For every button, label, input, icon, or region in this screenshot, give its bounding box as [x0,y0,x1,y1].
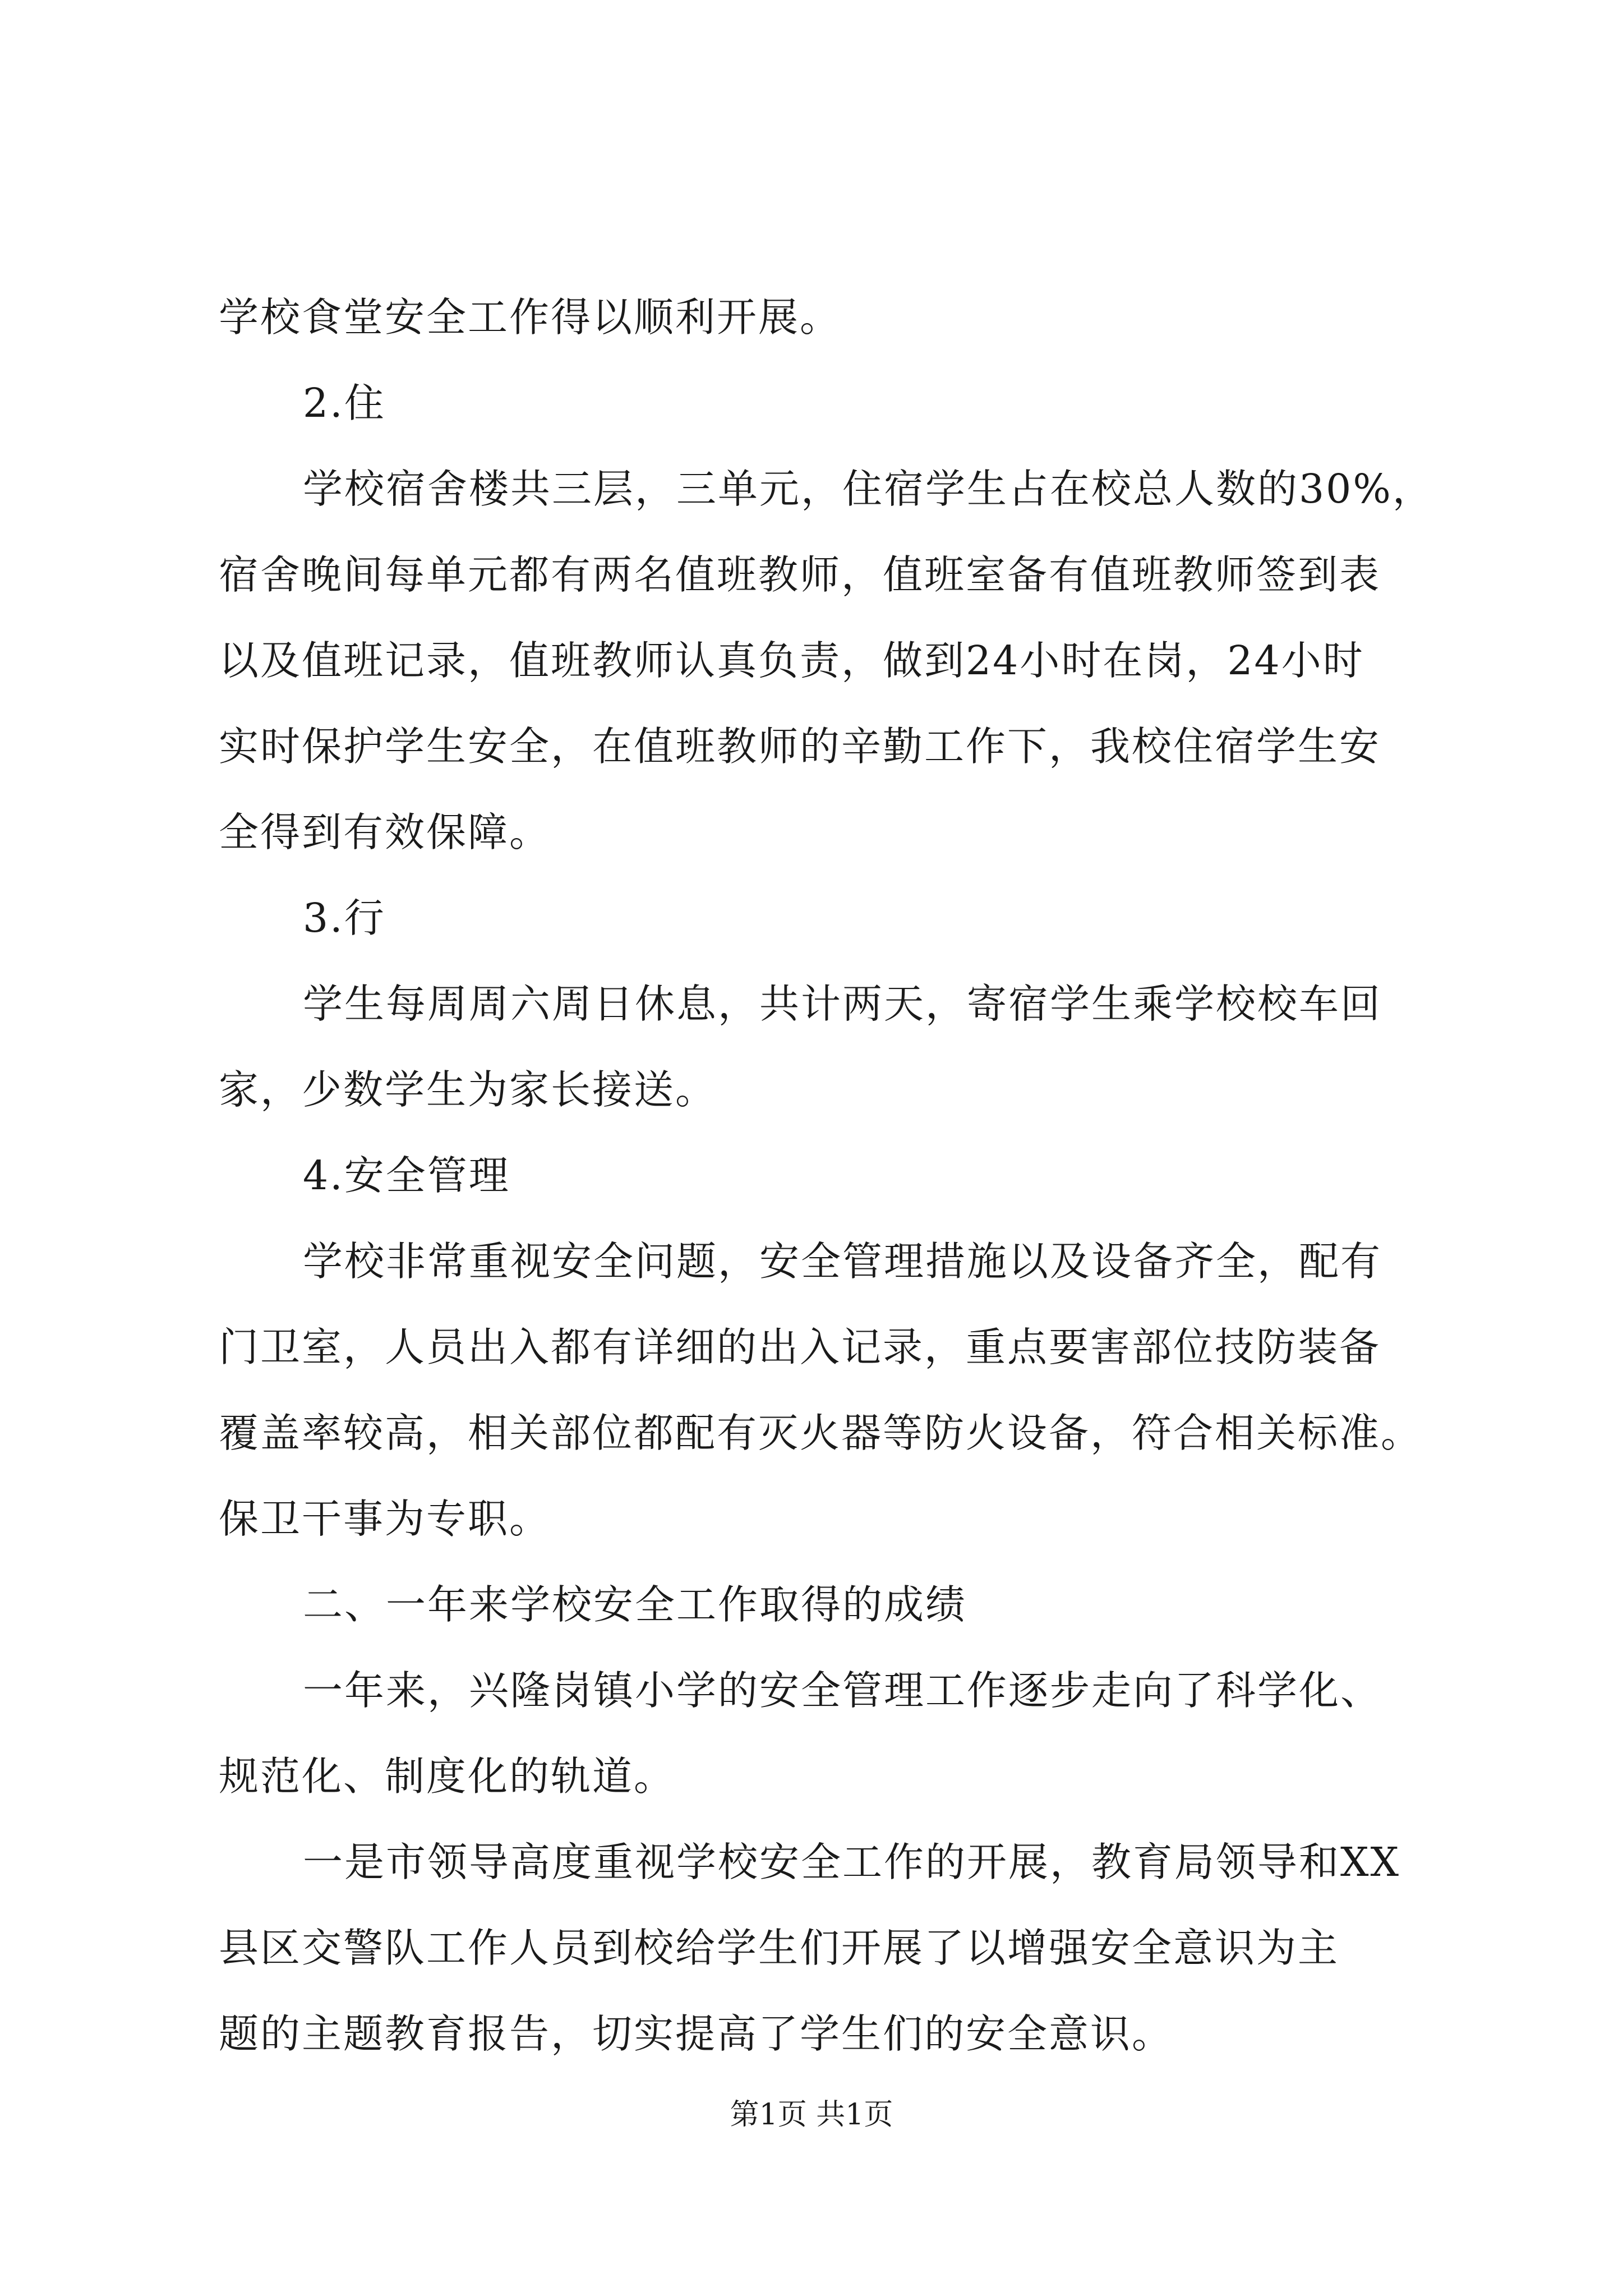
section-heading: 二、一年来学校安全工作取得的成绩 [303,1581,967,1628]
paragraph-line: 门卫室，人员出入都有详细的出入记录，重点要害部位技防装备 [219,1324,1381,1370]
paragraph-line: 学生每周周六周日休息，共计两天，寄宿学生乘学校校车回 [303,981,1382,1027]
paragraph-line: 覆盖率较高，相关部位都配有灭火器等防火设备，符合相关标准。 [219,1410,1423,1456]
section-heading: 2.住 [303,380,386,426]
section-heading: 3.行 [303,895,386,941]
paragraph-line: 实时保护学生安全，在值班教师的辛勤工作下，我校住宿学生安 [219,723,1381,770]
paragraph-line: 以及值班记录，值班教师认真负责，做到24小时在岗，24小时 [219,637,1364,684]
paragraph-line: 县区交警队工作人员到校给学生们开展了以增强安全意识为主 [219,1925,1340,1971]
paragraph-line: 学校食堂安全工作得以顺利开展。 [219,294,842,341]
paragraph-line: 家，少数学生为家长接送。 [219,1066,717,1113]
paragraph-line: 题的主题教育报告，切实提高了学生们的安全意识。 [219,2010,1174,2057]
paragraph-line: 规范化、制度化的轨道。 [219,1753,676,1800]
paragraph-line: 一是市领导高度重视学校安全工作的开展，教育局领导和XX [303,1839,1401,1885]
paragraph-line: 学校宿舍楼共三层，三单元，住宿学生占在校总人数的30%， [303,466,1434,512]
paragraph-line: 宿舍晚间每单元都有两名值班教师，值班室备有值班教师签到表 [219,551,1381,598]
paragraph-line: 保卫干事为专职。 [219,1496,551,1542]
section-heading: 4.安全管理 [303,1152,510,1199]
paragraph-line: 学校非常重视安全问题，安全管理措施以及设备齐全，配有 [303,1238,1382,1285]
page-footer: 第1页 共1页 [730,2098,893,2132]
paragraph-line: 全得到有效保障。 [219,809,551,855]
paragraph-line: 一年来，兴隆岗镇小学的安全管理工作逐步走向了科学化、 [303,1667,1382,1714]
